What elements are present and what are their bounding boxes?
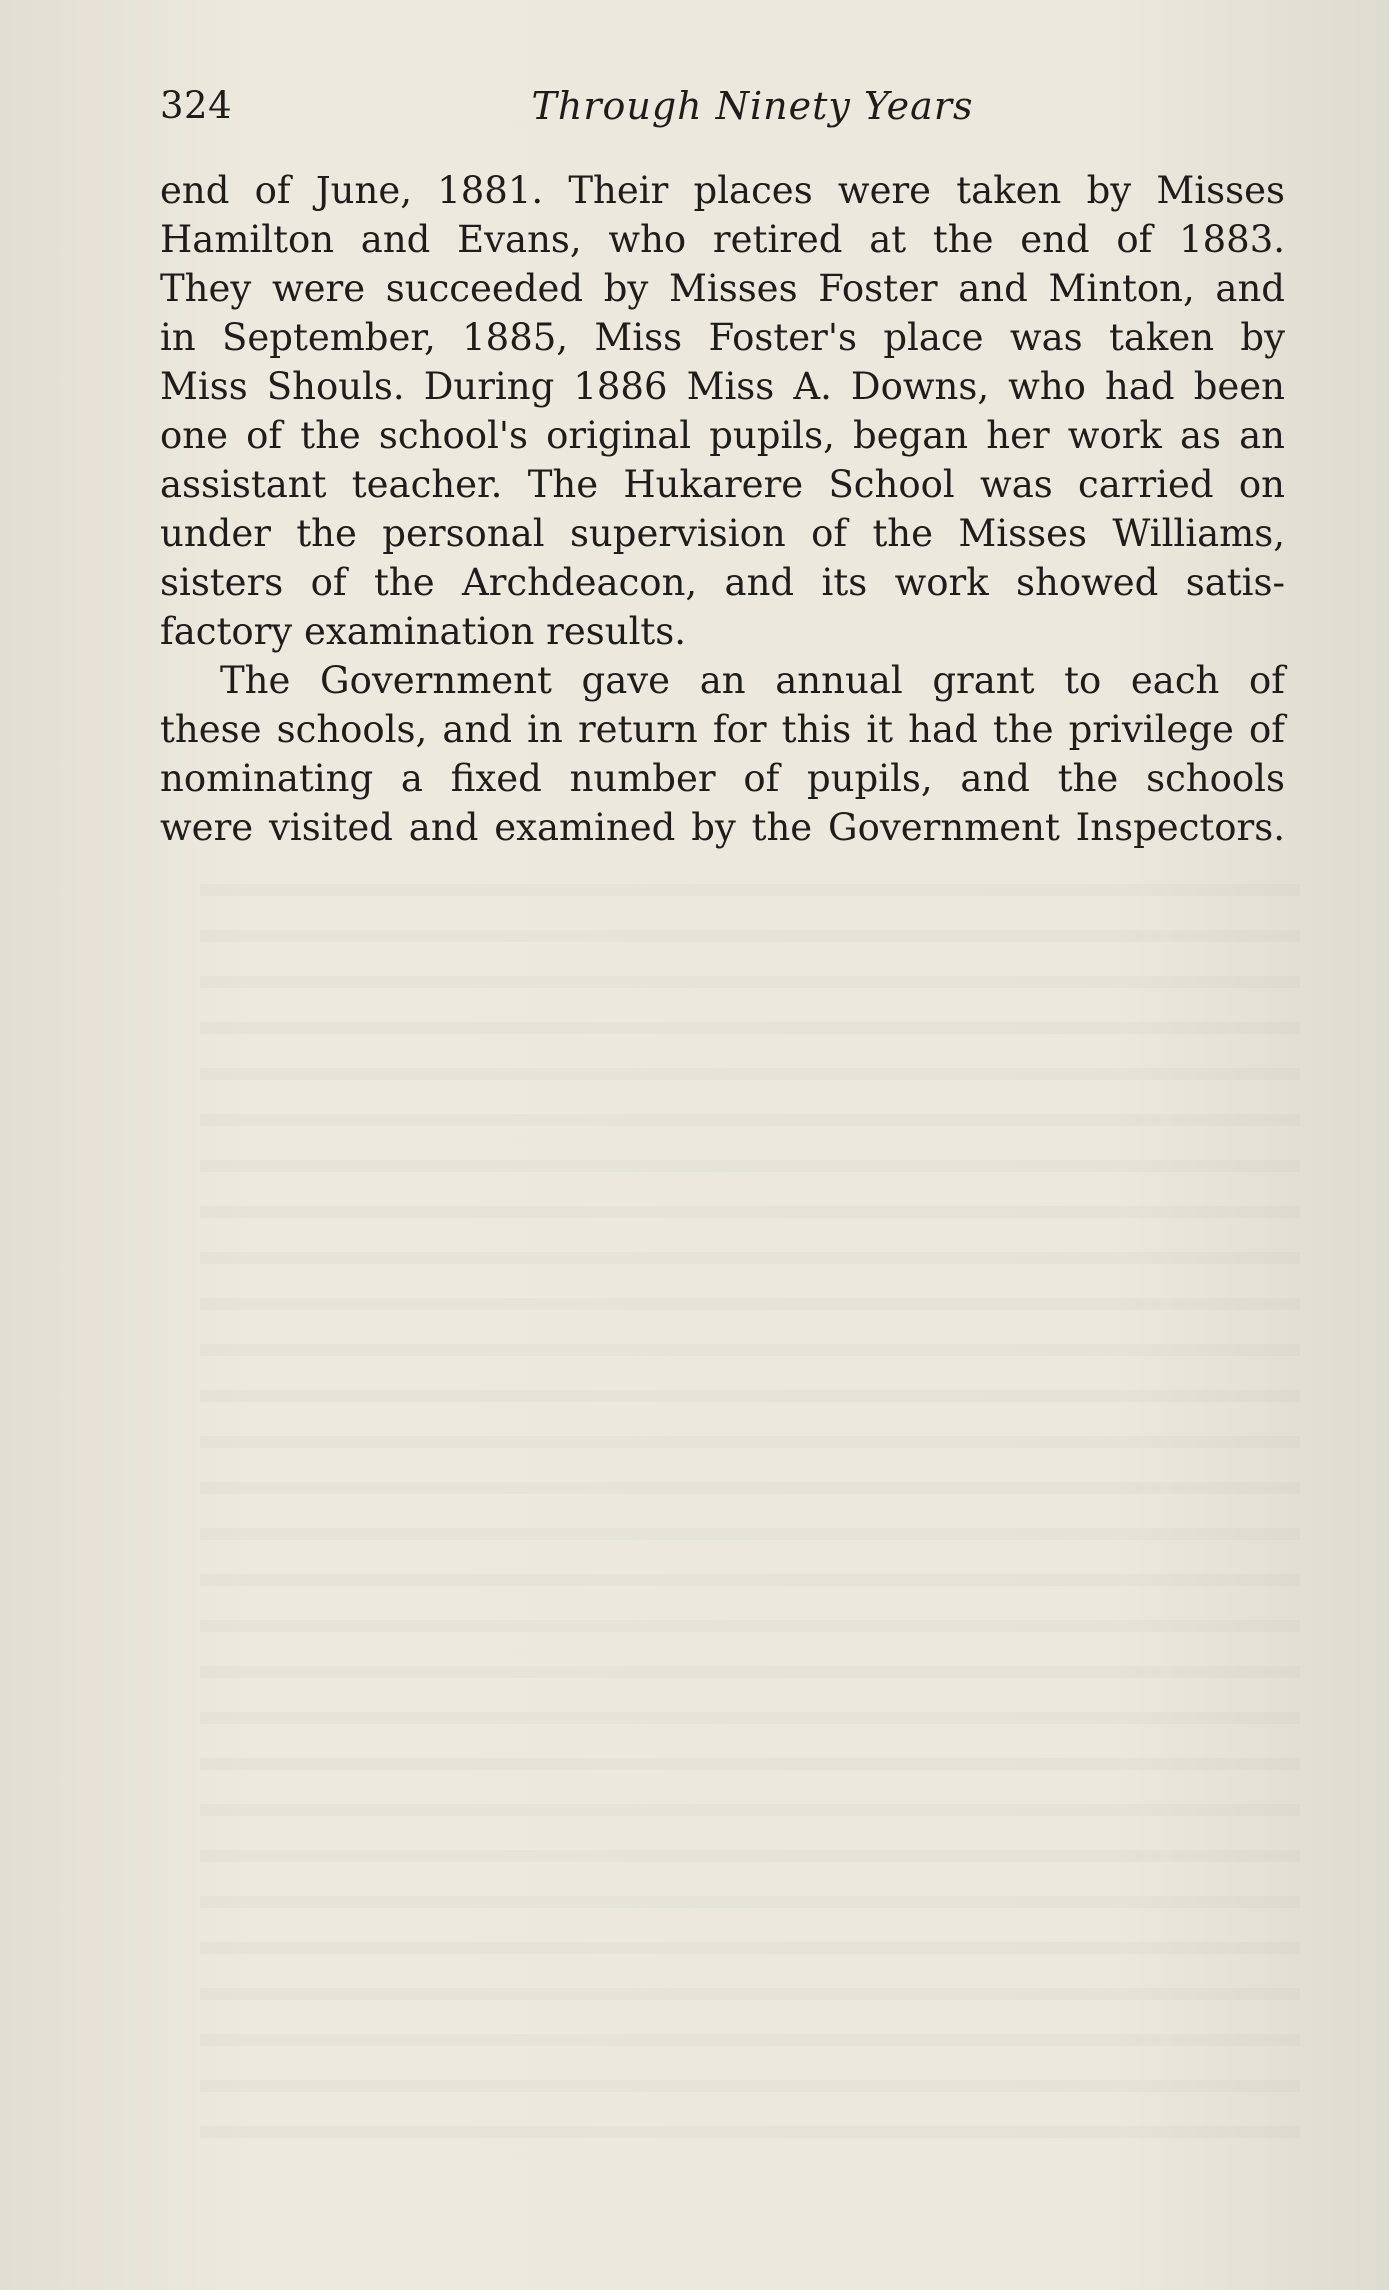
text-line: in September, 1885, Miss Foster's place was taken by	[160, 316, 1285, 359]
text-line: The Government gave an annual grant to each of	[220, 659, 1285, 702]
text-line: factory examination results.	[160, 610, 687, 653]
text-line: were visited and examined by the Government Inspectors.	[160, 806, 1285, 849]
text-line: Hamilton and Evans, who retired at the end of 1883.	[160, 218, 1285, 261]
text-line: sisters of the Archdeacon, and its work showed satis-	[160, 561, 1285, 604]
page-number: 324	[160, 84, 233, 127]
running-head	[160, 84, 1285, 140]
text-line: under the personal supervision of the Misses Williams,	[160, 512, 1285, 555]
show-through-texture	[200, 850, 1300, 2150]
text-line: They were succeeded by Misses Foster and Minton, and	[160, 267, 1285, 310]
text-line: Miss Shouls. During 1886 Miss A. Downs, who had been	[160, 365, 1285, 408]
text-line: these schools, and in return for this it had the privilege of	[160, 708, 1285, 751]
text-line: nominating a fixed number of pupils, and the schools	[160, 757, 1285, 800]
text-line: assistant teacher. The Hukarere School was carried on	[160, 463, 1285, 506]
body-text	[160, 166, 1285, 852]
book-title: Through Ninety Years	[531, 84, 974, 128]
text-line: end of June, 1881. Their places were taken by Misses	[160, 169, 1285, 212]
text-line: one of the school's original pupils, began her work as an	[160, 414, 1285, 457]
